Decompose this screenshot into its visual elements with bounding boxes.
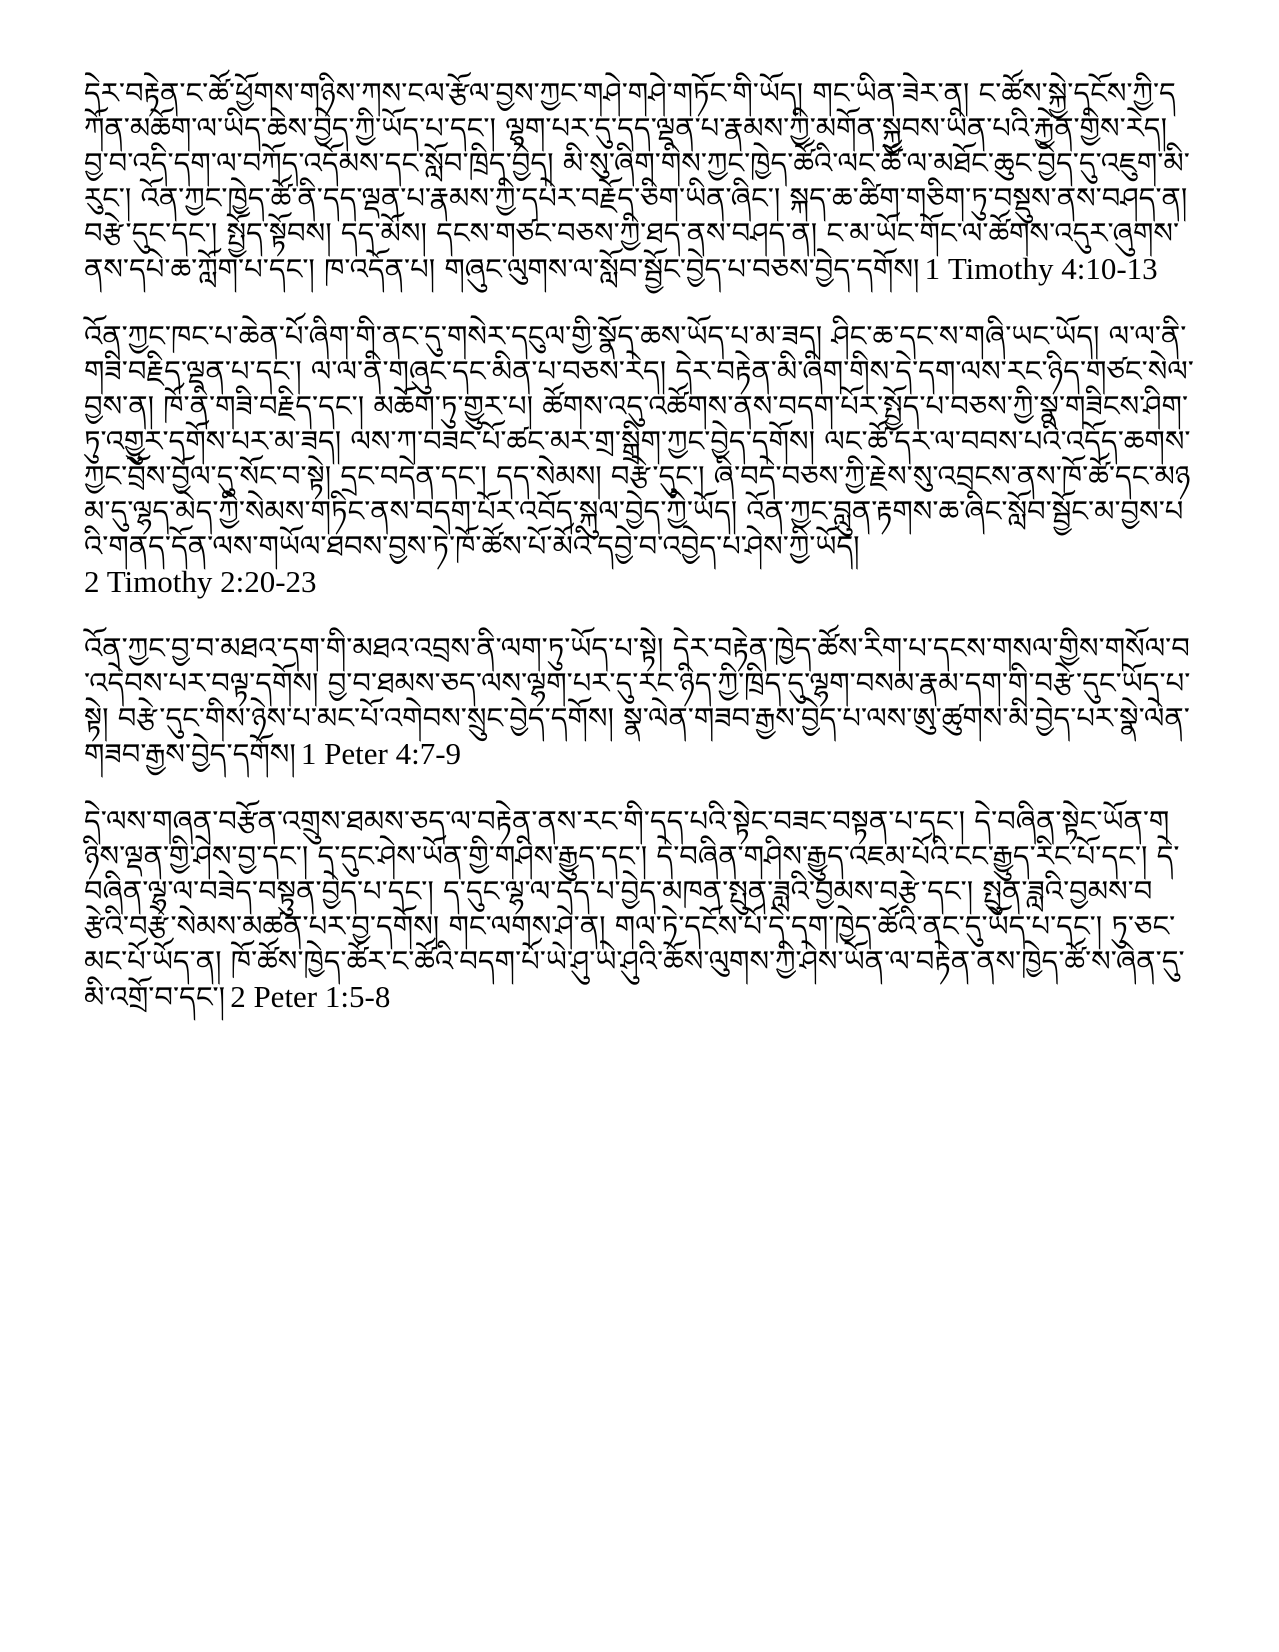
- passage-text: དེར་བརྟེན་ང་ཚོ་ཕྱོགས་གཉིས་ཀས་ངལ་རྩོལ་བྱས་ཀྱང་གཤེ་གཤེ་གཏོང་གི་ཡོད། གང་ཡིན་ཟེར་ན། ང་ཚོས་སྐྱེ་དངོས་ཀྱི་དཀོན་མཆོག་ལ་ཡིད་ཆེས་བྱེད་ཀྱི་ཡོད་པ་དང་། ལྷག་པར་དུ་དད་ལྡན་པ་རྣམས་ཀྱི་མགོན་སྐྱབས་ཡིན་པའི་རྐྱེན་གྱིས་རེད། བྱ་བ་འདི་དག་ལ་བཀོད་འདོམས་དང་སློབ་ཁྲིད་བྱེད། མི་སུ་ཞིག་གིས་ཀྱང་ཁྱེད་ཚོའི་ལང་ཚོ་ལ་མཐོང་ཆུང་བྱེད་དུ་འཇུག་མི་རུང་། འོན་ཀྱང་ཁྱེད་ཚོ་ནི་དད་ལྡན་པ་རྣམས་ཀྱི་དཔེར་བརྗོད་ཅིག་ཡིན་ཞིང་། སྐད་ཆ་ཚིག་གཅིག་ཏུ་བསྡུས་ནས་བཤད་ན། བརྩེ་དུང་དང་། སྤྱོད་སྟོབས། དད་མོས། དངས་གཙང་བཅས་ཀྱི་ཐད་ནས་བཤད་ན། ང་མ་ཡོང་གོང་ལ་ཚོགས་འདུར་ཞུགས་ནས་དཔེ་ཆ་ཀློག་པ་དང་། ཁ་འདོན་པ། གཞུང་ལུགས་ལ་སློབ་སྦྱོང་བྱེད་པ་བཅས་བྱེད་དགོས།: [84, 76, 1190, 286]
- passage-4: [84, 804, 1194, 1015]
- scripture-reference: 1 Peter 4:7-9: [300, 736, 462, 771]
- scripture-reference: 2 Timothy 2:20-23: [84, 564, 317, 599]
- scripture-page: [84, 76, 1194, 1047]
- passage-3: [84, 631, 1194, 772]
- passage-text: འོན་ཀྱང་ཁང་པ་ཆེན་པོ་ཞིག་གི་ནང་དུ་གསེར་དངུལ་གྱི་སྣོད་ཆས་ཡོད་པ་མ་ཟད། ཤིང་ཆ་དང་ས་གཞི་ཡང་ཡོད། ལ་ལ་ནི་གཟི་བརྗིད་ལྡན་པ་དང་། ལ་ལ་ནི་གཞུང་དང་མིན་པ་བཅས་རེད། དེར་བརྟེན་མི་ཞིག་གིས་དེ་དག་ལས་རང་ཉིད་གཙང་སེལ་བྱས་ན། ཁོ་ནི་གཟི་བརྗིད་དང་། མཆོག་ཏུ་གྱུར་པ། ཚོགས་འདུ་འཚོགས་ནས་བདག་པོར་སྤྱོད་པ་བཅས་ཀྱི་སྣ་གཟིངས་ཤིག་ཏུ་འགྱུར་དགོས་པར་མ་ཟད། ལས་ཀ་བཟང་པོ་ཚང་མར་གྲ་སྒྲིག་ཀྱང་བྱེད་དགོས། ལང་ཚོ་དར་ལ་བབས་པའི་འདོད་ཆགས་ཀྱང་བྲོས་བྱོལ་དུ་སོང་བ་སྟེ། དྲང་བདེན་དང་། དད་སེམས། བརྩེ་དུང་། ཞི་བདེ་བཅས་ཀྱི་རྗེས་སུ་འབྲངས་ནས་ཁོ་ཚོ་དང་མཉམ་དུ་ལྷད་མེད་ཀྱི་སེམས་གཏིང་ནས་བདག་པོར་འབོད་སྐུལ་བྱེད་ཀྱི་ཡོད། འོན་ཀྱང་བླུན་རྟགས་ཆ་ཞིང་སློབ་སྦྱོང་མ་བྱས་པའི་གནད་དོན་ལས་གཡོལ་ཐབས་བྱས་ཏེ་ཁོ་ཚོས་པོ་མོའི་དབྱེ་བ་འབྱེད་པ་ཤེས་ཀྱི་ཡོད།: [84, 319, 1194, 563]
- passage-text: འོན་ཀྱང་བྱ་བ་མཐའ་དག་གི་མཐའ་འབྲས་ནི་ལག་ཏུ་ཡོད་པ་སྟེ། དེར་བརྟེན་ཁྱེད་ཚོས་རིག་པ་དངས་གསལ་གྱིས་གསོལ་བ་འདེབས་པར་བལྟ་དགོས། བྱ་བ་ཐམས་ཅད་ལས་ལྷག་པར་དུ་རང་ཉིད་ཀྱི་ཁྲིད་དུ་ལྷག་བསམ་རྣམ་དག་གི་བརྩེ་དུང་ཡོད་པ་སྟེ། བརྩེ་དུང་གིས་ཉེས་པ་མང་པོ་འགེབས་སྲུང་བྱེད་དགོས། སྣ་ལེན་གཟབ་རྒྱས་བྱེད་པ་ལས་ཨུ་ཚུགས་མི་བྱེད་པར་སྣེ་ལེན་གཟབ་རྒྱས་བྱེད་དགོས།: [84, 631, 1191, 771]
- passage-text: དེ་ལས་གཞན་བརྩོན་འགྲུས་ཐམས་ཅད་ལ་བརྟེན་ནས་རང་གི་དད་པའི་སྟེང་བཟང་བསྟན་པ་དང་། དེ་བཞིན་སྟེང་ཡོན་གཉིས་ལྡན་གྱི་ཤེས་བྱ་དང་། ད་དུང་ཤེས་ཡོན་གྱི་གཤིས་རྒྱུད་དང་། དེ་བཞིན་གཤིས་རྒྱུད་འཇམ་པོའི་ངང་རྒྱུད་རིང་པོ་དང་། དེ་བཞིན་ལྷ་ལ་བཟེད་བསྟུན་བྱེད་པ་དང་། ད་དུང་ལྷ་ལ་དད་པ་བྱེད་མཁན་སྤུན་ཟླའི་བྱམས་བརྩེ་དང་། སྤུན་ཟླའི་བྱམས་བརྩེའི་བརྩེ་སེམས་མཚན་པར་བྱ་དགོས། གང་ལགས་ཤེ་ན། གལ་ཏེ་དངོས་པོ་དེ་དག་ཁྱེད་ཚོའི་ནང་དུ་ཡོད་པ་དང་། ཏུ་ཅང་མང་པོ་ཡོད་ན། ཁོ་ཚོས་ཁྱེད་ཚོར་ང་ཚོའི་བདག་པོ་ཡེ་ཤུ་ཡེ་ཤུའི་ཆོས་ལུགས་ཀྱི་ཤེས་ཡོན་ལ་བརྟེན་ནས་ཁྱེད་ཚོ་ས་ཞེན་དུ་མི་འགྲོ་བ་དང་།: [84, 804, 1185, 1014]
- scripture-reference: 1 Timothy 4:10-13: [924, 251, 1158, 286]
- scripture-reference: 2 Peter 1:5-8: [230, 979, 391, 1014]
- passage-2: [84, 319, 1194, 599]
- passage-1: [84, 76, 1194, 287]
